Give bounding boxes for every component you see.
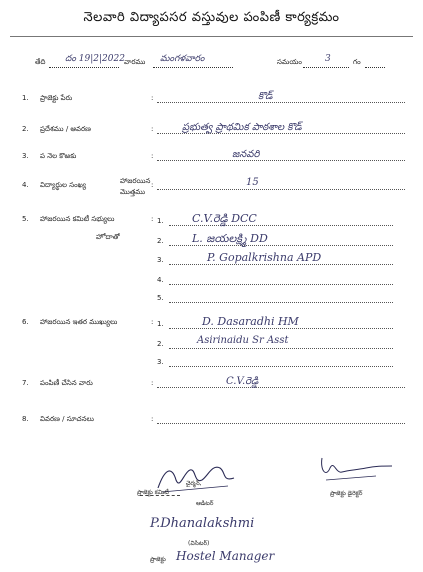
form-title: నెలవారి విద్యాపసర వస్తువుల పంపిణీ కార్యక్రమం (83, 10, 340, 25)
chairman-sub-label: ఆడిటర్ (196, 500, 214, 507)
director-signature (316, 452, 396, 486)
date-value: దం 19|2|2022 (65, 54, 125, 64)
director-label: ప్రాజెక్టు డైరెక్టర్ (330, 490, 363, 497)
location-value: ప్రభుత్వ ప్రాథమిక పాఠశాల కొడ్ (182, 122, 302, 133)
chairman-label: చైర్మన్, (186, 480, 202, 487)
project-name-value: కొడ్ (258, 91, 273, 102)
total-label: మొత్తము (120, 188, 146, 196)
bottom-signer-name: P.Dhanalakshmi (150, 516, 255, 531)
student-count-value: 15 (246, 177, 259, 188)
distributed-by-value: C.V.రెడ్డి (226, 376, 259, 387)
title-underline (10, 36, 413, 37)
time-value: 3 (325, 54, 331, 64)
day-value: మంగళవారం (160, 54, 205, 64)
date-label: తేది (35, 58, 46, 66)
designation-label: హోదాతో (96, 233, 120, 241)
month-value: జనవరి (232, 149, 260, 160)
day-label: వారము (124, 58, 146, 66)
bottom-signer-sub: (విసిటర్) (188, 540, 210, 547)
hour-label: గం (353, 58, 361, 66)
time-label: సమయం (277, 58, 302, 66)
date-row (35, 54, 420, 72)
committee-label: ప్రాజెక్టు కమిటీ (137, 489, 169, 496)
bottom-project-label: ప్రాజెక్టు (150, 556, 166, 563)
bottom-signer-title: Hostel Manager (176, 549, 275, 563)
present-label: హాజరయిన (120, 177, 151, 185)
distribution-form: నెలవారి విద్యాపసర వస్తువుల పంపిణీ కార్యక్రమం తేది దం 19|2|2022 వారము మంగళవారం సమయం 3 గం 1. ప్రాజెక్టు పేరు : కొడ్ 2. ప్రదేశము / ఆవరణ : ప్రభుత్వ ప్రాథమిక పాఠశాల కొడ్ 3. ప నెల కొఱకు : జనవరి 4. విద్యార్థుల సంఖ్య హాజరయిన మొత్తము : 15 5. హాజరయిన కమిటీ సభ్యులు : హోదాతో 1. C.V.రెడ్డి DCC 2. L. జయలక్ష్మి DD 3. P. Gopalkrishna APD 4. 5. 6. హాజరయిన ఇతర ముఖ్యులు : 1. D. Dasaradhi HM 2. Asirinaidu Sr Asst 3. 7. పంపిణీ చేసిన వారు : C.V.రెడ్డి 8. వివరణ / సూచనలు : ప్రాజెక్టు కమిటీ చైర్మన్, ఆడిటర్ ప్రాజెక్టు డైరెక్టర్ P.Dhanalakshmi (విసిటర్) ప్రాజెక్టు Hostel Manager (0, 0, 423, 572)
